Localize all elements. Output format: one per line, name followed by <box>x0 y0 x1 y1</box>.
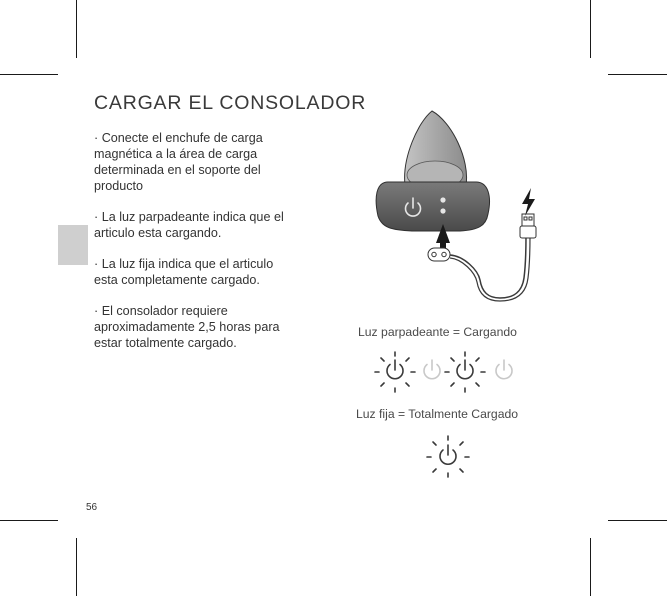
usb-plug-icon <box>520 214 536 238</box>
power-icon-off <box>424 360 440 379</box>
crop-mark-top-left <box>76 0 77 58</box>
instruction-list <box>94 130 299 366</box>
power-icon-lit <box>375 352 415 392</box>
instruction-duration: · El consolador requiere aproximadamente 2,5 horas para estar totalmente cargado. <box>94 304 280 350</box>
blinking-light-caption: Luz parpadeante = Cargando <box>358 325 517 339</box>
instruction-connect: · Conecte el enchufe de carga magnética a la área de carga determinada en el soporte del producto <box>94 131 263 193</box>
power-icon-lit <box>427 436 469 477</box>
solid-light-caption: Luz fija = Totalmente Cargado <box>356 407 519 421</box>
blinking-light-sequence <box>368 350 518 394</box>
charging-cable <box>450 236 526 298</box>
crop-mark-left-top <box>0 74 58 75</box>
power-icon-lit <box>445 352 485 392</box>
charging-contact-bottom <box>440 208 445 213</box>
crop-mark-top-right <box>590 0 591 58</box>
product-illustration <box>360 110 560 310</box>
charging-contact-top <box>440 197 445 202</box>
crop-mark-bottom-left <box>76 538 77 596</box>
page-title: CARGAR EL CONSOLADOR <box>94 92 367 114</box>
solid-light-indicator <box>423 433 473 481</box>
instruction-blinking: · La luz parpadeante indica que el articulo esta cargando. <box>94 210 284 240</box>
crop-mark-right-top <box>608 74 667 75</box>
instruction-solid: · La luz fija indica que el articulo esta completamente cargado. <box>94 257 274 287</box>
crop-mark-right-bottom <box>608 520 667 521</box>
section-tab <box>58 225 88 265</box>
power-icon-off <box>496 360 512 379</box>
magnetic-plug <box>428 248 450 261</box>
product-base <box>376 182 489 231</box>
page-number: 56 <box>86 502 98 513</box>
lightning-icon <box>522 188 535 216</box>
crop-mark-left-bottom <box>0 520 58 521</box>
crop-mark-bottom-right <box>590 538 591 596</box>
